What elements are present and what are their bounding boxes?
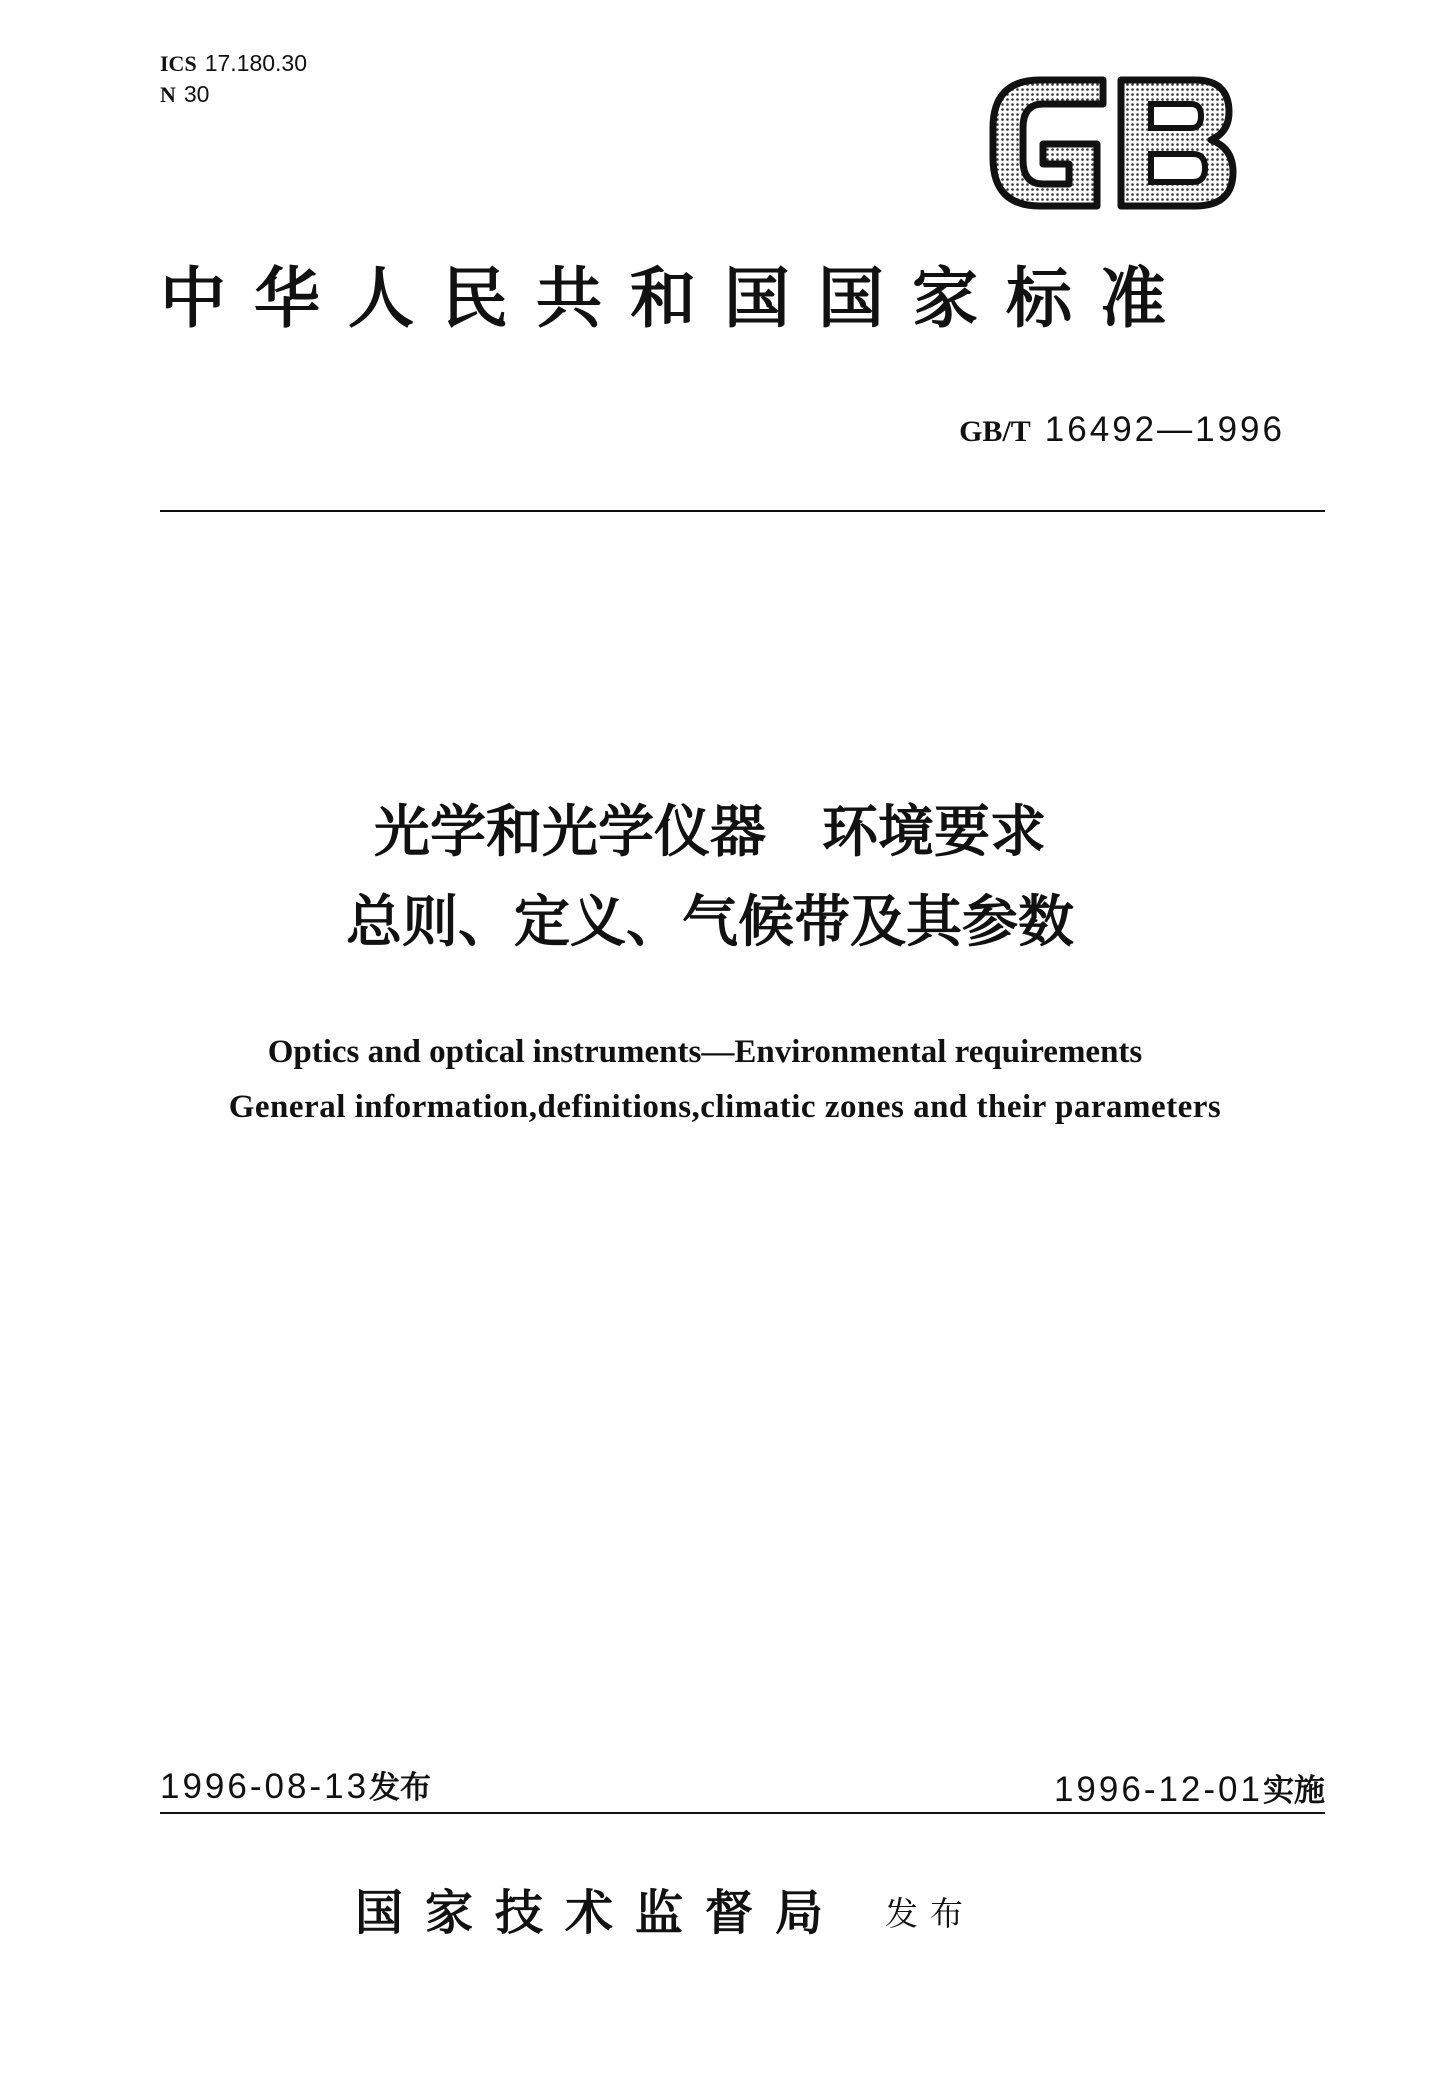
issue-label: 发布 [369,1770,432,1806]
chinese-title-line-2: 总则、定义、气候带及其参数 [346,890,1074,955]
ics-value: 17.180.30 [204,50,308,76]
effective-date: 1996-12-01 [1053,1770,1263,1809]
issuing-organization: 国家技术监督局 [355,1885,846,1941]
effective-date-block [1054,1768,1325,1818]
footer-divider [160,1812,1325,1814]
standard-heading: 中华人民共和国国家标准 [160,259,1194,337]
ics-code [160,48,307,79]
issue-date: 1996-08-13 [160,1767,370,1806]
chinese-title [0,788,1450,968]
effective-label: 实施 [1263,1773,1325,1809]
english-title-line-2: General information,definitions,climatic zones and their parameters [228,1089,1222,1125]
standard-code: 16492—1996 [1044,410,1285,449]
ccs-label: N [160,82,176,107]
ccs-code [160,79,307,110]
english-title-line-1: Optics and optical instruments—Environmental requirements [267,1034,1143,1070]
standard-number [959,408,1285,458]
issue-date-block [160,1765,431,1815]
ccs-value: 30 [183,81,210,107]
standard-prefix: GB/T [959,415,1031,448]
classification-codes [160,48,307,110]
chinese-title-line-1: 光学和光学仪器 环境要求 [374,800,1046,865]
gb-logo [985,72,1240,214]
header-divider [160,510,1325,512]
english-title [0,1025,1450,1135]
issuer-action: 发布 [885,1894,976,1933]
issuer-block [355,1878,975,1959]
ics-label: ICS [160,51,197,76]
